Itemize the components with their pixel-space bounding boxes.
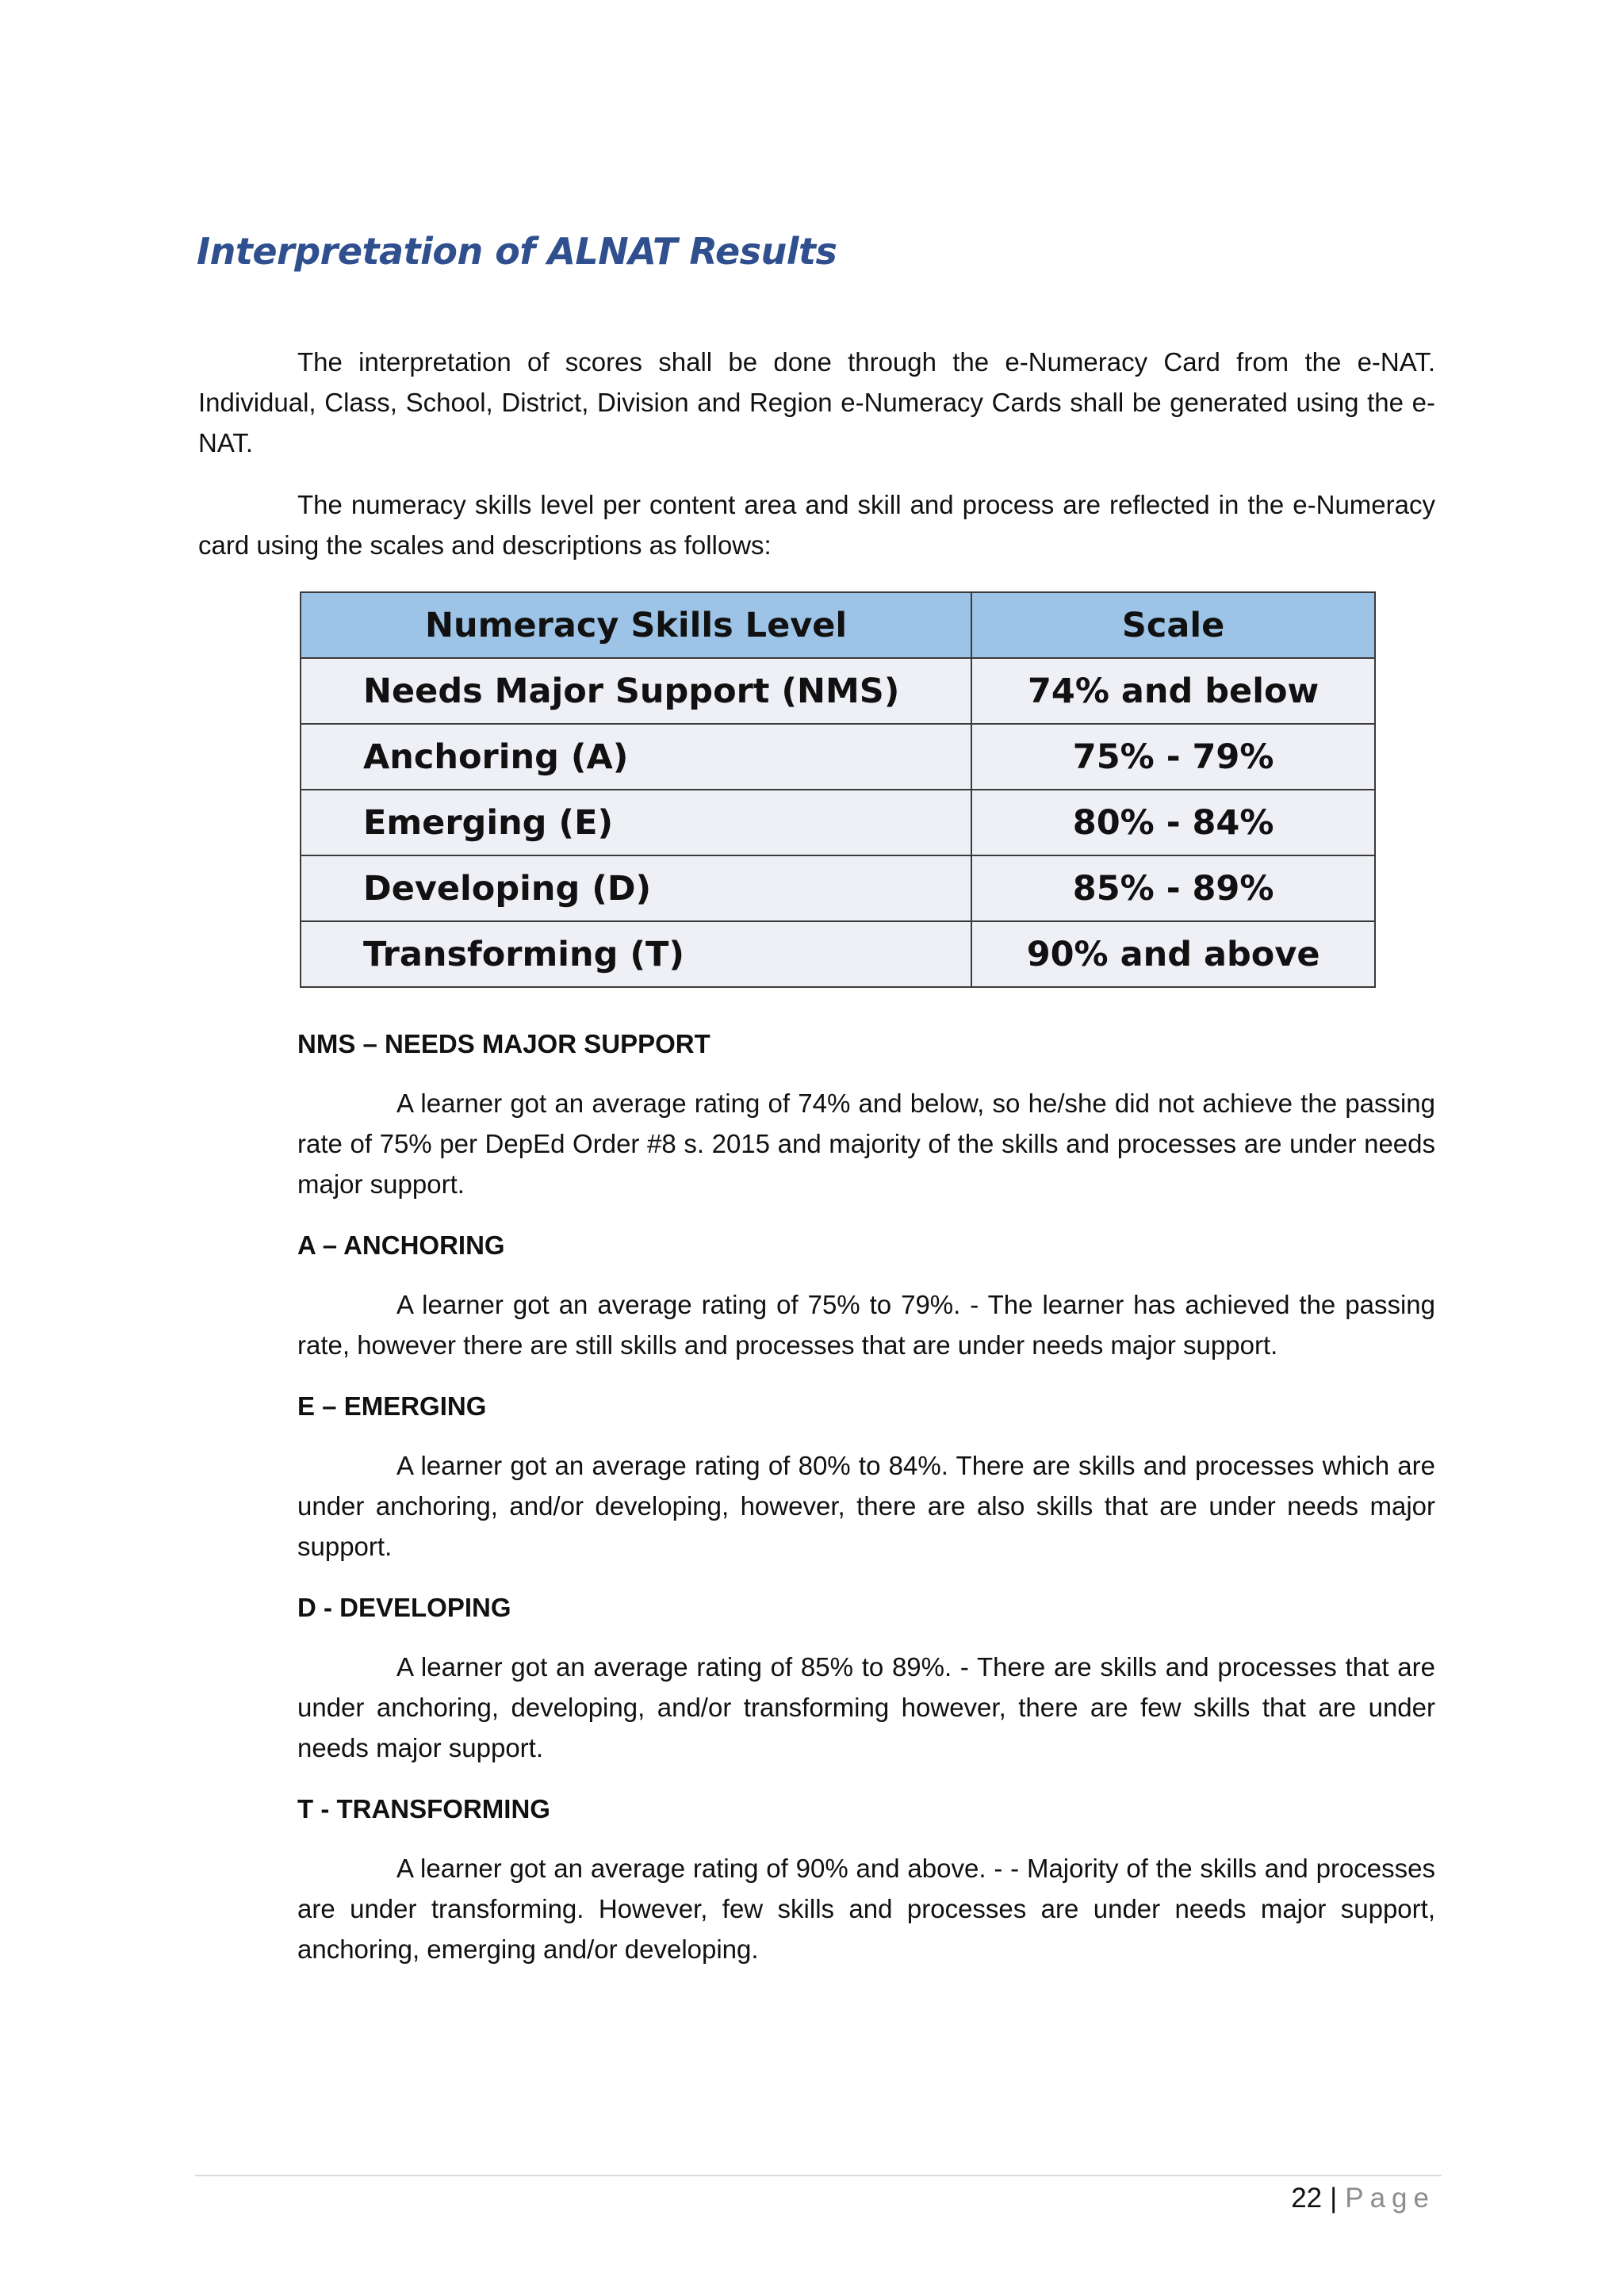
section-nms [297, 1026, 1435, 1204]
scale-cell: 75% - 79% [971, 724, 1375, 790]
table-row [301, 921, 1375, 987]
section-heading: T - TRANSFORMING [297, 1794, 550, 1823]
level-cell: Needs Major Support (NMS) [301, 658, 971, 724]
level-cell: Anchoring (A) [301, 724, 971, 790]
table-row [301, 855, 1375, 921]
table-header-row [301, 592, 1375, 658]
section-body: A learner got an average rating of 85% to 89%. - There are skills and processes that are under anchoring, developing, and/or transforming however, there are few skills that are under needs major support. [297, 1652, 1435, 1762]
section-anchoring [297, 1227, 1435, 1365]
intro-paragraph-1: The interpretation of scores shall be done through the e-Numeracy Card from the e-NAT. Individual, Class, School, District, Division and Region e-Numeracy Cards shall be generated using the e-NAT. [198, 347, 1435, 457]
page-number: 22 [1291, 2183, 1323, 2214]
scale-cell: 74% and below [971, 658, 1375, 724]
scale-cell: 85% - 89% [971, 855, 1375, 921]
section-body: A learner got an average rating of 80% to 84%. There are skills and processes which are under anchoring, and/or developing, however, there are also skills that are under needs major support. [297, 1451, 1435, 1561]
page-title: Interpretation of ALNAT Results [197, 230, 837, 273]
page-label: Page [1345, 2183, 1435, 2214]
level-cell: Developing (D) [301, 855, 971, 921]
numeracy-level-table [300, 591, 1376, 988]
section-body: A learner got an average rating of 74% and below, so he/she did not achieve the passing rate of 75% per DepEd Order #8 s. 2015 and majority of the skills and processes are under needs major support. [297, 1089, 1435, 1199]
section-body: A learner got an average rating of 75% to 79%. - The learner has achieved the passing rate, however there are still skills and processes that are under needs major support. [297, 1290, 1435, 1360]
scale-cell: 80% - 84% [971, 790, 1375, 855]
table-row [301, 658, 1375, 724]
header-scale: Scale [971, 592, 1375, 658]
header-level: Numeracy Skills Level [301, 592, 971, 658]
section-transforming [297, 1791, 1435, 1969]
page-separator: | [1330, 2183, 1338, 2214]
section-heading: E – EMERGING [297, 1391, 487, 1421]
table-row [301, 790, 1375, 855]
section-body: A learner got an average rating of 90% and above. - - Majority of the skills and processes are under transforming. However, few skills and processes are under needs major support, anchoring, emerging and/or developing. [297, 1854, 1435, 1964]
footer-divider [195, 2175, 1442, 2176]
section-developing [297, 1590, 1435, 1768]
level-descriptions [297, 1026, 1435, 1992]
section-emerging [297, 1388, 1435, 1567]
intro-paragraph-2: The numeracy skills level per content area and skill and process are reflected in the e-Numeracy card using the scales and descriptions as follows: [198, 490, 1435, 560]
level-cell: Transforming (T) [301, 921, 971, 987]
table-row [301, 724, 1375, 790]
section-heading: NMS – NEEDS MAJOR SUPPORT [297, 1029, 710, 1058]
section-heading: A – ANCHORING [297, 1230, 505, 1260]
level-cell: Emerging (E) [301, 790, 971, 855]
scale-cell: 90% and above [971, 921, 1375, 987]
section-heading: D - DEVELOPING [297, 1593, 511, 1622]
page-footer [1291, 2179, 1435, 2218]
